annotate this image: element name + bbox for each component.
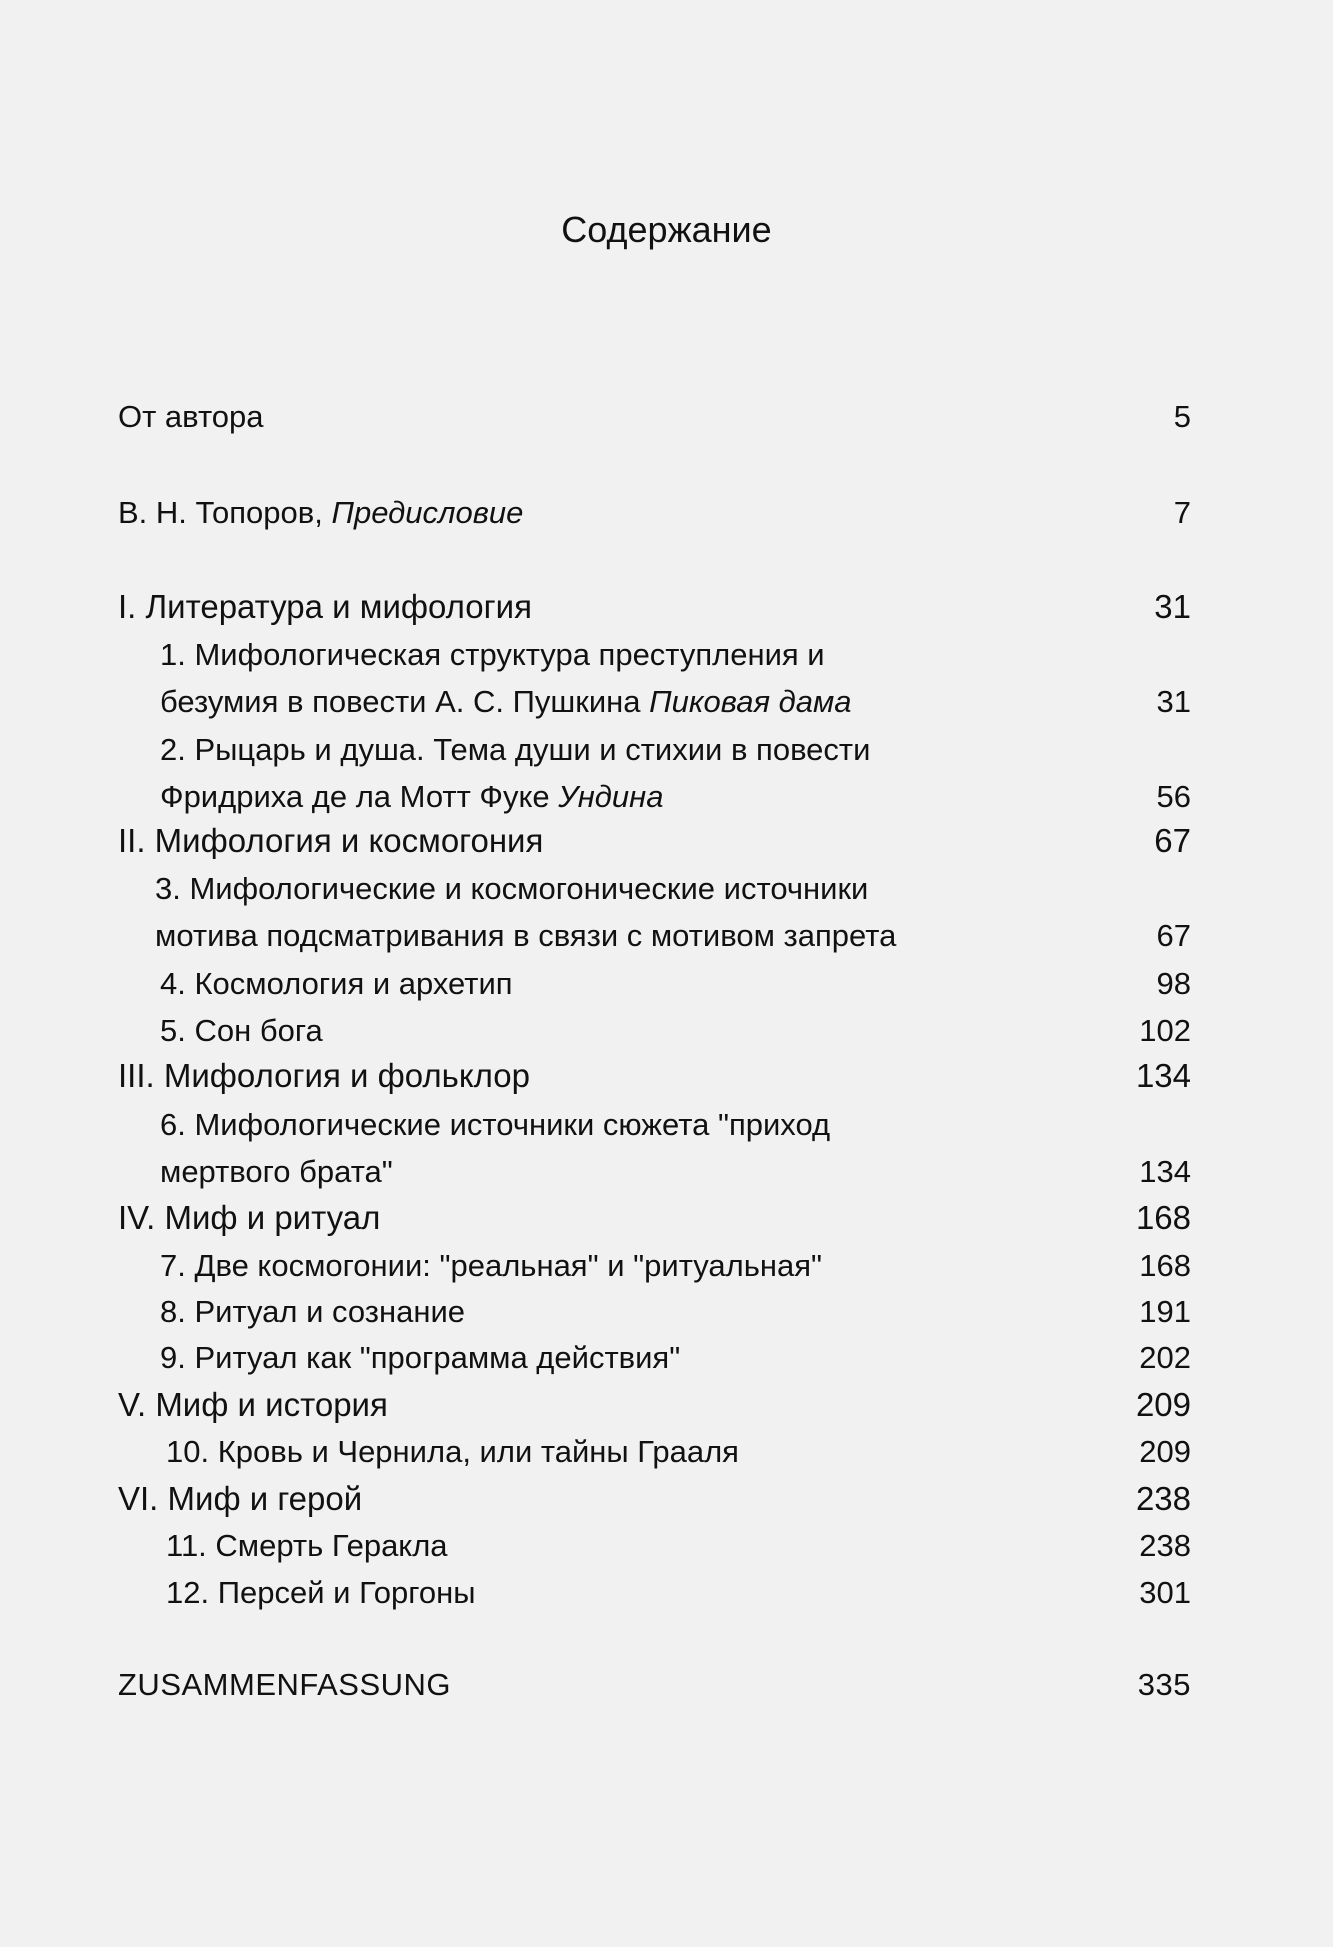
toc-label <box>118 490 1154 536</box>
toc-chapter-2-line-2 <box>160 774 1191 820</box>
toc-label: IV. Миф и ритуал <box>118 1199 381 1236</box>
toc-part-2 <box>118 818 1191 864</box>
toc-chapter-5 <box>160 1008 1191 1054</box>
toc-chapter-6-line-2 <box>160 1149 1191 1195</box>
toc-label: ZUSAMMENFASSUNG <box>118 1667 452 1702</box>
toc-entry-from-author <box>118 394 1191 440</box>
toc-page-number: 209 <box>1135 1386 1191 1423</box>
toc-label: V. Миф и история <box>118 1386 388 1423</box>
toc-page-number: 238 <box>1135 1480 1191 1517</box>
toc-work-title: Ундина <box>558 779 664 814</box>
toc-page-number: 202 <box>1139 1340 1191 1375</box>
toc-page-number: 335 <box>1137 1667 1191 1702</box>
toc-label: От автора <box>118 399 264 434</box>
toc-entry-summary <box>118 1662 1191 1708</box>
page-title: Содержание <box>561 209 772 250</box>
toc-part-4 <box>118 1195 1191 1241</box>
toc-chapter-12 <box>166 1570 1191 1616</box>
toc-chapter-3-line-1 <box>155 866 1191 912</box>
toc-page-number: 67 <box>1156 918 1191 953</box>
toc-label: III. Мифология и фольклор <box>118 1057 531 1094</box>
toc-label: II. Мифология и космогония <box>118 822 544 859</box>
toc-label: I. Литература и мифология <box>118 588 532 625</box>
toc-label: 7. Две космогонии: "реальная" и "ритуальная" <box>160 1248 823 1283</box>
toc-label <box>160 774 1137 820</box>
toc-chapter-7 <box>160 1243 1191 1289</box>
toc-chapter-11 <box>166 1523 1191 1569</box>
toc-label: 8. Ритуал и сознание <box>160 1294 466 1329</box>
toc-chapter-1-line-2 <box>160 679 1191 725</box>
toc-author: В. Н. Топоров, <box>118 495 323 530</box>
toc-label: мертвого брата" <box>160 1154 393 1189</box>
toc-page-number: 301 <box>1139 1575 1191 1610</box>
toc-chapter-4 <box>160 961 1191 1007</box>
toc-chapter-1-line-1 <box>160 632 1191 678</box>
toc-page-number: 168 <box>1139 1248 1191 1283</box>
toc-page-number: 134 <box>1139 1154 1191 1189</box>
toc-label-text: Фридриха де ла Мотт Фуке <box>160 779 550 814</box>
toc-part-6 <box>118 1476 1191 1522</box>
toc-label: 11. Смерть Геракла <box>166 1528 448 1563</box>
toc-entry-preface <box>118 490 1191 536</box>
toc-page-number: 56 <box>1156 779 1191 814</box>
toc-chapter-3-line-2 <box>155 913 1191 959</box>
toc-page-number: 238 <box>1139 1528 1191 1563</box>
toc-label: 1. Мифологическая структура преступления и <box>160 637 825 672</box>
toc-page-number: 134 <box>1135 1057 1191 1094</box>
toc-chapter-9 <box>160 1335 1191 1381</box>
toc-chapter-10 <box>166 1429 1191 1475</box>
toc-label: 2. Рыцарь и душа. Тема души и стихии в повести <box>160 732 871 767</box>
toc-label: 4. Космология и архетип <box>160 966 513 1001</box>
toc-page-number: 209 <box>1139 1434 1191 1469</box>
toc-label <box>160 679 1137 725</box>
toc-page-number: 5 <box>1173 399 1191 434</box>
toc-label: 12. Персей и Горгоны <box>166 1575 476 1610</box>
toc-chapter-6-line-1 <box>160 1102 1191 1148</box>
toc-page-number: 191 <box>1139 1294 1191 1329</box>
toc-page-number: 7 <box>1173 495 1191 530</box>
toc-part-1 <box>118 584 1191 630</box>
toc-part-3 <box>118 1053 1191 1099</box>
toc-label: мотива подсматривания в связи с мотивом запрета <box>155 918 897 953</box>
toc-page-number: 67 <box>1154 822 1191 859</box>
toc-chapter-2-line-1 <box>160 727 1191 773</box>
toc-label: VI. Миф и герой <box>118 1480 363 1517</box>
toc-part-5 <box>118 1382 1191 1428</box>
toc-label-text: безумия в повести А. С. Пушкина <box>160 684 641 719</box>
toc-work-title: Пиковая дама <box>649 684 852 719</box>
toc-page-number: 102 <box>1139 1013 1191 1048</box>
toc-page-number: 168 <box>1135 1199 1191 1236</box>
toc-chapter-8 <box>160 1289 1191 1335</box>
toc-work-title: Предисловие <box>331 495 524 530</box>
toc-label: 10. Кровь и Чернила, или тайны Грааля <box>166 1434 739 1469</box>
toc-page-number: 98 <box>1156 966 1191 1001</box>
toc-label: 9. Ритуал как "программа действия" <box>160 1340 681 1375</box>
toc-label: 5. Сон бога <box>160 1013 323 1048</box>
toc-label: 3. Мифологические и космогонические источники <box>155 871 869 906</box>
toc-label: 6. Мифологические источники сюжета "приход <box>160 1107 831 1142</box>
toc-page-number: 31 <box>1154 588 1191 625</box>
toc-page-number: 31 <box>1156 684 1191 719</box>
